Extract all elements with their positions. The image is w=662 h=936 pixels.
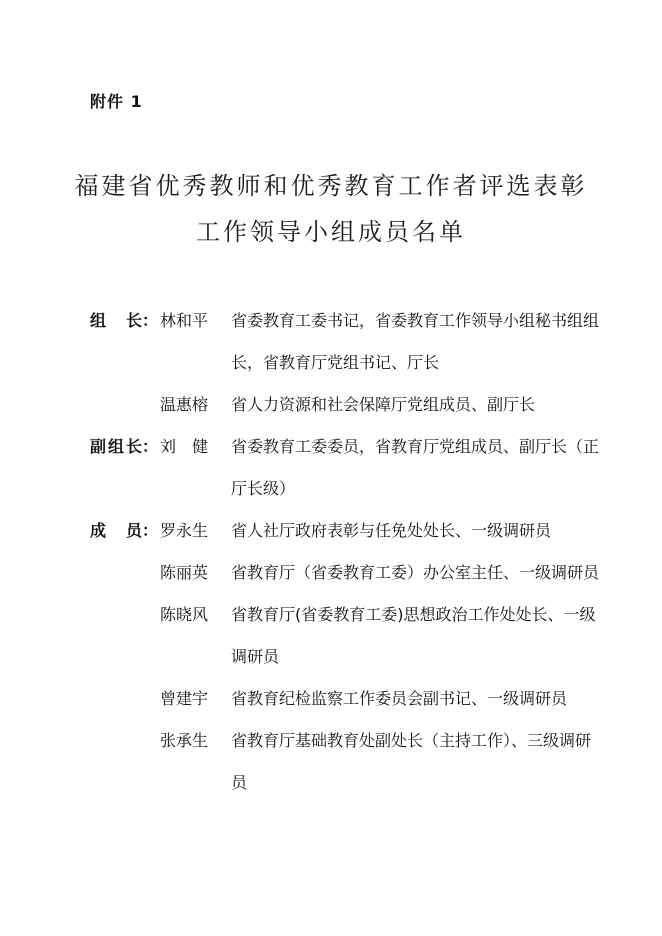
member-name: 张承生 <box>160 731 209 750</box>
member-row <box>90 426 600 510</box>
member-position: 省教育厅基础教育处副处长（主持工作）、三级调研员 <box>231 731 592 792</box>
role-label-leader: 组长： <box>90 311 159 330</box>
role-label-deputy-leader: 副组长： <box>90 437 159 456</box>
member-position: 省委教育工委委员，省教育厅党组成员、副厅长（正厅长级） <box>231 437 600 498</box>
member-name: 陈晓风 <box>160 605 209 624</box>
member-row <box>90 552 600 594</box>
member-position: 省委教育工委书记，省委教育工作领导小组秘书组组长，省教育厅党组书记、厅长 <box>231 311 600 372</box>
member-position: 省教育纪检监察工作委员会副书记、一级调研员 <box>231 689 568 708</box>
member-position: 省教育厅(省委教育工委)思想政治工作处处长、一级调研员 <box>231 605 596 666</box>
member-row <box>90 594 600 678</box>
member-name: 温惠榕 <box>160 395 209 414</box>
member-name: 林和平 <box>160 311 209 330</box>
member-row <box>90 678 600 720</box>
document-title-line-1: 福建省优秀教师和优秀教育工作者评选表彰 <box>74 172 588 200</box>
member-position: 省人社厅政府表彰与任免处处长、一级调研员 <box>231 521 552 540</box>
member-row <box>90 720 600 804</box>
member-position: 省人力资源和社会保障厅党组成员、副厅长 <box>231 395 536 414</box>
member-name: 陈丽英 <box>160 563 209 582</box>
member-row <box>90 510 600 552</box>
attachment-label: 附件 1 <box>90 92 143 111</box>
document-title-line-2: 工作领导小组成员名单 <box>196 218 466 246</box>
member-name: 刘 健 <box>160 437 209 456</box>
member-name: 罗永生 <box>160 521 209 540</box>
member-name: 曾建宇 <box>160 689 209 708</box>
member-list <box>90 300 600 804</box>
member-row <box>90 384 600 426</box>
member-position: 省教育厅（省委教育工委）办公室主任、一级调研员 <box>231 563 600 582</box>
member-row <box>90 300 600 384</box>
role-label-members: 成员： <box>90 521 159 540</box>
